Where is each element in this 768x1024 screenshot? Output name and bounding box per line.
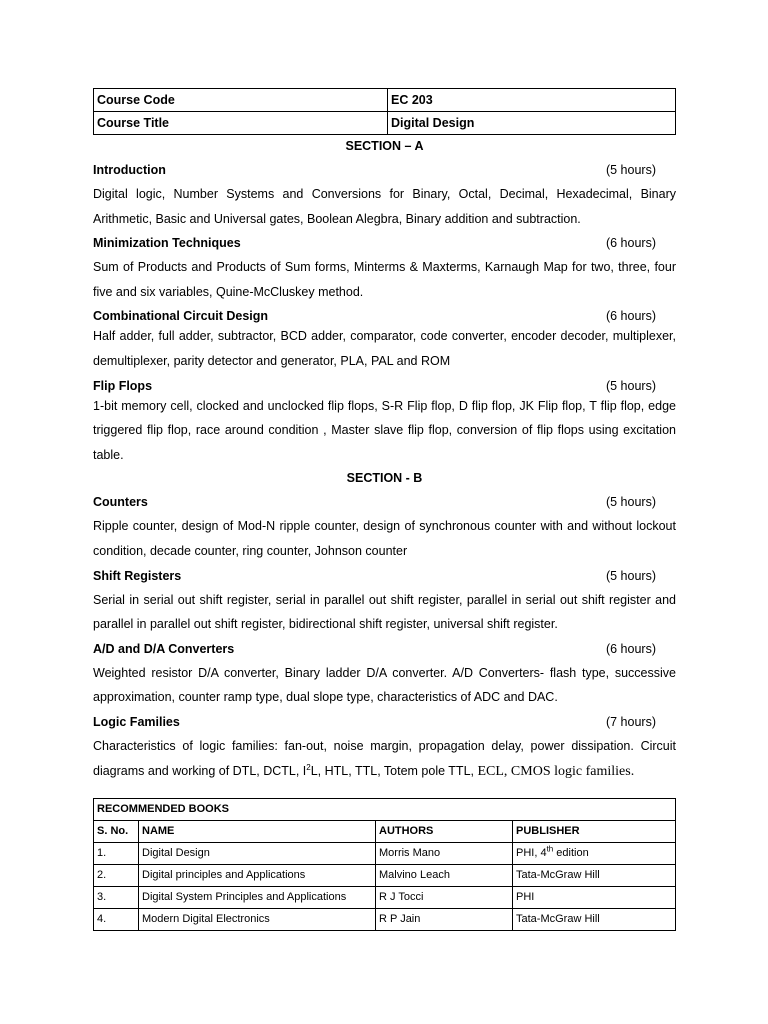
course-code-row — [94, 89, 676, 112]
topic-text-shift-registers: Serial in serial out shift register, serial in parallel out shift register, parallel in serial out shift register and parallel in parallel out shift register, bidirectional shift register, universal shift register. — [93, 592, 676, 632]
book-name: Modern Digital Electronics — [139, 909, 376, 931]
section-a-title: SECTION – A — [345, 139, 424, 153]
topic-heading-flip-flops — [93, 378, 676, 394]
book-publisher: Tata-McGraw Hill — [513, 909, 676, 931]
topic-text-combinational: Half adder, full adder, subtractor, BCD adder, comparator, code converter, encoder decoder, multiplexer, demultiplexer, parity detector and generator, PLA, PAL and ROM — [93, 329, 676, 368]
topic-heading-counters — [93, 490, 676, 514]
books-heading-row — [94, 799, 676, 821]
course-code-value: EC 203 — [388, 89, 676, 112]
course-title-row — [94, 112, 676, 135]
table-row — [94, 909, 676, 931]
topic-hours: (6 hours) — [605, 641, 656, 656]
superscript: th — [546, 844, 554, 854]
book-sno: 4. — [94, 909, 139, 931]
topic-name: Introduction — [93, 163, 166, 177]
topic-heading-shift-registers — [93, 564, 676, 588]
book-authors: Malvino Leach — [376, 865, 513, 887]
column-header-sno: S. No. — [94, 821, 139, 843]
topic-hours: (5 hours) — [605, 568, 656, 583]
book-sno: 1. — [94, 843, 139, 865]
topic-hours: (5 hours) — [605, 163, 656, 177]
topic-name: Flip Flops — [93, 378, 153, 393]
book-authors: R J Tocci — [376, 887, 513, 909]
section-b-title: SECTION - B — [346, 471, 423, 486]
course-title-value: Digital Design — [388, 112, 676, 135]
topic-name: A/D and D/A Converters — [93, 641, 235, 656]
book-authors: R P Jain — [376, 909, 513, 931]
books-heading: RECOMMENDED BOOKS — [94, 799, 676, 821]
book-name: Digital principles and Applications — [139, 865, 376, 887]
topic-name: Shift Registers — [93, 568, 182, 583]
books-table — [93, 798, 676, 931]
topic-heading-combinational — [93, 308, 676, 324]
publisher-text: edition — [553, 847, 589, 860]
topic-text-converters: Weighted resistor D/A converter, Binary ladder D/A converter. A/D Converters- flash type, successive approximation, counter ramp type, dual slope type, characteristics of ADC and DAC. — [93, 665, 676, 705]
topic-hours: (5 hours) — [605, 378, 656, 393]
logic-text-tail: ECL, CMOS logic families. — [477, 763, 635, 779]
column-header-authors: AUTHORS — [376, 821, 513, 843]
logic-text-part: L, HTL, TTL, Totem pole TTL, — [310, 763, 478, 778]
syllabus-page — [93, 88, 676, 931]
column-header-name: NAME — [139, 821, 376, 843]
topic-heading-introduction — [93, 158, 676, 182]
book-publisher — [513, 843, 676, 865]
topic-name: Combinational Circuit Design — [93, 309, 269, 324]
book-publisher: PHI — [513, 887, 676, 909]
book-sno: 3. — [94, 887, 139, 909]
topic-name: Logic Families — [93, 714, 180, 729]
topic-text-flip-flops: 1-bit memory cell, clocked and unclocked flip flops, S-R Flip flop, D flip flop, JK Flip flop, T flip flop, edge triggered flip flop, race around condition , Master slave flip flop, conversion of flip flops using excitation table. — [93, 398, 676, 462]
book-publisher: Tata-McGraw Hill — [513, 865, 676, 887]
topic-name: Minimization Techniques — [93, 236, 241, 251]
course-info-table — [93, 88, 676, 135]
course-title-label: Course Title — [94, 112, 388, 135]
topic-hours: (7 hours) — [605, 714, 656, 729]
topic-heading-logic-families — [93, 710, 676, 734]
books-column-header-row — [94, 821, 676, 843]
topic-text-introduction: Digital logic, Number Systems and Conversions for Binary, Octal, Decimal, Hexadecimal, Binary Arithmetic, Basic and Universal gates, Boolean Alegbra, Binary addition and subtraction. — [93, 187, 676, 226]
table-row — [94, 865, 676, 887]
book-authors: Morris Mano — [376, 843, 513, 865]
topic-heading-converters — [93, 637, 676, 661]
course-code-label: Course Code — [94, 89, 388, 112]
table-row — [94, 887, 676, 909]
topic-text-counters: Ripple counter, design of Mod-N ripple counter, design of synchronous counter with and without lockout condition, decade counter, ring counter, Johnson counter — [93, 519, 676, 558]
topic-hours: (6 hours) — [605, 309, 656, 324]
table-row — [94, 843, 676, 865]
book-name: Digital System Principles and Applications — [139, 887, 376, 909]
topic-text-minimization: Sum of Products and Products of Sum forms, Minterms & Maxterms, Karnaugh Map for two, three, four five and six variables, Quine-McCluskey method. — [93, 260, 676, 299]
logic-text-part: Characteristics of logic families: fan-out, noise margin, propagation delay, power dissipation. Circuit diagrams and working of DTL, DCTL, I — [93, 738, 676, 778]
topic-text-logic-families — [93, 734, 676, 784]
superscript: 2 — [306, 762, 311, 772]
book-sno: 2. — [94, 865, 139, 887]
topic-name: Counters — [93, 495, 148, 510]
column-header-publisher: PUBLISHER — [513, 821, 676, 843]
book-name: Digital Design — [139, 843, 376, 865]
topic-heading-minimization — [93, 231, 676, 255]
topic-hours: (6 hours) — [605, 236, 656, 251]
recommended-books — [93, 798, 676, 931]
topic-hours: (5 hours) — [605, 495, 656, 510]
publisher-text: PHI, 4 — [516, 847, 547, 860]
